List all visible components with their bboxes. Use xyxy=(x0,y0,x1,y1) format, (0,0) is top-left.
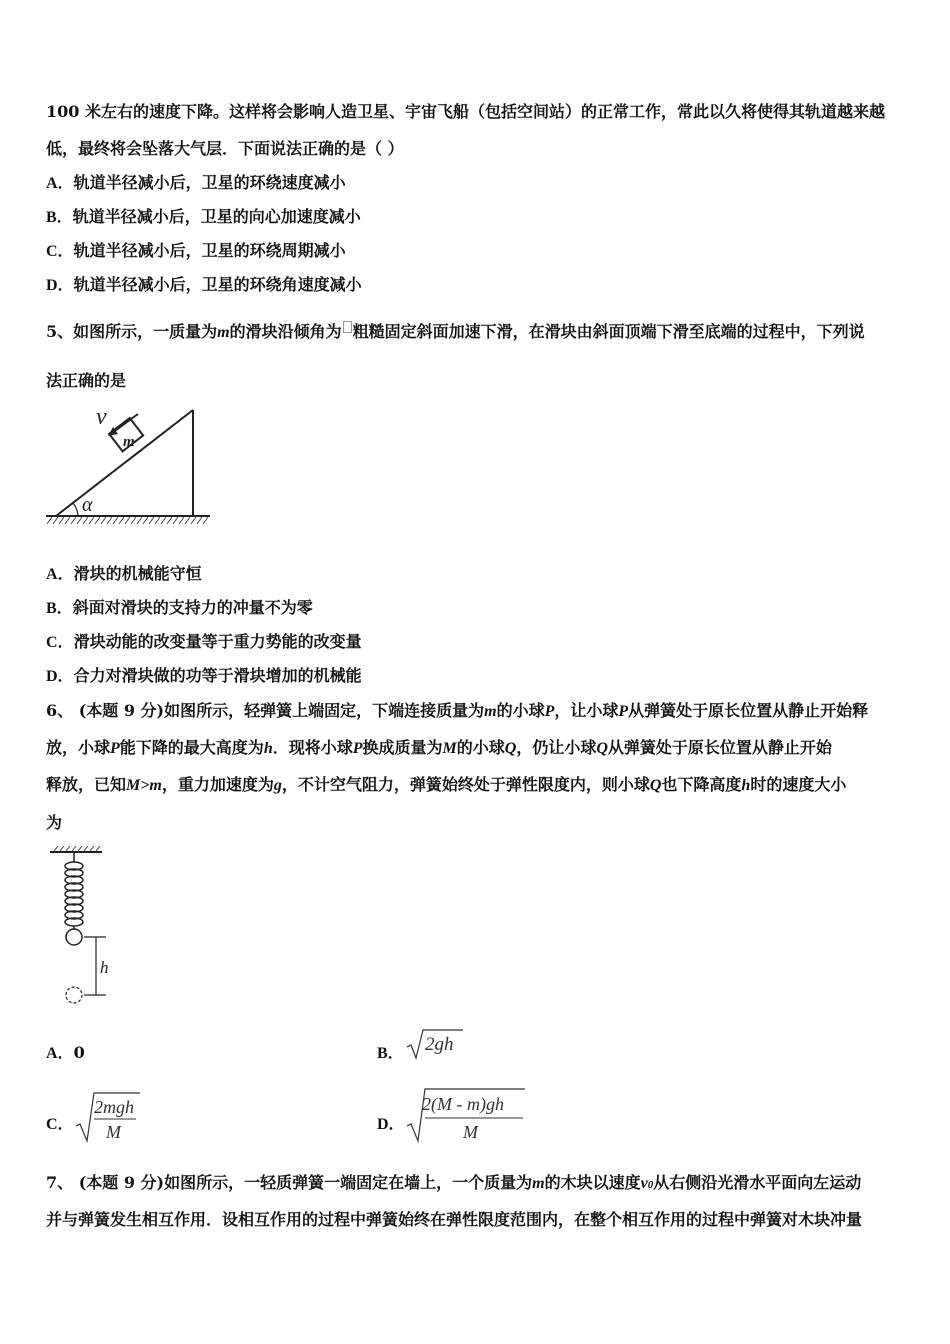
q6-stem-line4: 为 xyxy=(46,813,63,832)
q6-option-a xyxy=(46,1042,85,1065)
text-run: ，重力加速度为 xyxy=(161,775,274,794)
q6-stem-line1 xyxy=(46,700,868,723)
ball-p xyxy=(66,929,82,945)
symbol: P xyxy=(352,740,363,757)
ground-hatch xyxy=(47,517,208,524)
option-label: B． xyxy=(377,1045,404,1062)
block-mass-label: m xyxy=(123,434,135,450)
text-run: 从右侧沿光滑水平面向左运动 xyxy=(653,1173,862,1192)
option-text: 斜面对滑块的支持力的冲量不为零 xyxy=(72,598,313,617)
option-text: 轨道半径减小后，卫星的环绕角速度减小 xyxy=(73,275,362,294)
q7-stem-line2: 并与弹簧发生相互作用．设相互作用的过程中弹簧始终在弹性限度范围内，在整个相互作用的过程中弹簧对木块冲量 xyxy=(46,1210,863,1229)
denominator: M xyxy=(106,1122,121,1142)
q6-option-b xyxy=(377,1042,404,1065)
numerator: 2(M - m)gh xyxy=(422,1094,504,1114)
symbol: h xyxy=(263,740,273,757)
text-run: ，不计空气阻力，弹簧始终处于弹性限度内，则小球 xyxy=(281,775,650,794)
option-label: D． xyxy=(46,277,74,294)
velocity-label: v xyxy=(96,404,107,430)
symbol: M xyxy=(442,740,457,757)
text-run: 从弹簧处于原长位置从静止开始 xyxy=(607,738,832,757)
symbol: M>m xyxy=(126,777,162,794)
q5-mid: 的滑块沿倾角为 xyxy=(229,322,342,341)
q5-mass-symbol: m xyxy=(217,324,230,341)
option-label: C． xyxy=(46,634,74,651)
symbol: m xyxy=(484,703,497,720)
option-label: B． xyxy=(46,600,73,617)
option-value: 0 xyxy=(73,1043,85,1062)
q6-option-c xyxy=(46,1113,74,1136)
missing-symbol-icon xyxy=(343,321,352,333)
option-text: 轨道半径减小后，卫星的环绕速度减小 xyxy=(73,173,346,192)
symbol: P xyxy=(618,703,629,720)
text-run: 也下降高度 xyxy=(661,775,742,794)
symbol: v xyxy=(640,1175,648,1192)
symbol: Q xyxy=(596,740,608,757)
q5-option-c xyxy=(46,631,362,654)
q4-option-d xyxy=(46,274,362,297)
q4-option-c xyxy=(46,240,346,263)
symbol: g xyxy=(273,777,282,794)
text-run: 时的速度大小 xyxy=(750,775,847,794)
sqrt-2mgh-over-M xyxy=(74,1090,144,1144)
radicand: 2gh xyxy=(425,1034,454,1055)
option-label: C． xyxy=(46,1116,74,1133)
option-text: 滑块的机械能守恒 xyxy=(73,564,202,583)
q5-stem-line1 xyxy=(46,321,865,344)
text-run: ，让小球 xyxy=(554,701,619,720)
symbol: Q xyxy=(649,777,662,794)
q4-option-a xyxy=(46,172,346,195)
symbol: Q xyxy=(504,740,517,757)
option-label: B． xyxy=(46,209,73,226)
q5-rest: 粗糙固定斜面加速下滑，在滑块由斜面顶端下滑至底端的过程中，下列说 xyxy=(352,322,865,341)
q7-stem-line1 xyxy=(46,1172,861,1196)
symbol: m xyxy=(532,1175,545,1192)
ceiling-hatch xyxy=(54,846,100,851)
text-run: ，仍让小球 xyxy=(516,738,597,757)
text-run: 6、 (本题 9 分)如图所示，轻弹簧上端固定，下端连接质量为 xyxy=(46,701,485,720)
denominator: M xyxy=(463,1122,478,1142)
text-run: 的木块以速度 xyxy=(544,1173,641,1192)
text-run: 从弹簧处于原长位置从静止开始释 xyxy=(628,701,869,720)
option-label: A． xyxy=(46,1045,74,1062)
option-label: A． xyxy=(46,566,74,583)
text-run: 的小球 xyxy=(456,738,505,757)
q6-stem-line2 xyxy=(46,737,832,760)
option-label: C． xyxy=(46,243,74,260)
q5-option-d xyxy=(46,665,362,688)
text-run: 放，小球 xyxy=(46,738,111,757)
text-run: 释放，已知 xyxy=(46,775,127,794)
q5-option-b xyxy=(46,597,313,620)
option-text: 轨道半径减小后，卫星的环绕周期减小 xyxy=(73,241,346,260)
sqrt-2gh xyxy=(405,1027,465,1061)
q5-stem-line2: 法正确的是 xyxy=(46,371,127,390)
option-label: D． xyxy=(46,668,74,685)
spring-coils xyxy=(65,862,83,926)
symbol: P xyxy=(110,740,120,757)
numerator: 2mgh xyxy=(94,1097,134,1117)
text-run: ．现将小球 xyxy=(272,738,353,757)
option-label: A． xyxy=(46,175,74,192)
q6-option-d xyxy=(377,1113,405,1136)
text-run: 换成质量为 xyxy=(362,738,443,757)
option-label: D． xyxy=(377,1116,405,1133)
option-text: 轨道半径减小后，卫星的向心加速度减小 xyxy=(72,207,361,226)
text-run: 的小球 xyxy=(496,701,545,720)
q6-stem-line3 xyxy=(46,774,846,797)
q4-option-b xyxy=(46,206,361,229)
angle-arc xyxy=(73,503,78,516)
text-run: 7、 (本题 9 分)如图所示，一轻质弹簧一端固定在墙上，一个质量为 xyxy=(46,1173,533,1192)
sqrt-2Mm-gh-over-M xyxy=(405,1086,529,1144)
option-text: 合力对滑块做的功等于滑块增加的机械能 xyxy=(73,666,362,685)
q5-prefix: 5、如图所示，一质量为 xyxy=(46,322,218,341)
angle-label: α xyxy=(82,494,93,516)
option-text: 滑块动能的改变量等于重力势能的改变量 xyxy=(73,632,362,651)
incline-figure xyxy=(42,400,214,530)
height-label: h xyxy=(100,958,109,977)
subscript: 0 xyxy=(647,1179,654,1191)
symbol: P xyxy=(544,703,555,720)
symbol: h xyxy=(741,777,751,794)
text-run: 能下降的最大高度为 xyxy=(119,738,264,757)
q4-line1: 100 米左右的速度下降。这样将会影响人造卫星、宇宙飞船（包括空间站）的正常工作，常此以久将使得其轨道越来越 xyxy=(46,102,885,121)
ball-lowest-position xyxy=(66,987,82,1003)
spring-figure xyxy=(44,846,118,1006)
q4-line2: 低，最终将会坠落大气层．下面说法正确的是（ ） xyxy=(46,139,404,158)
q5-option-a xyxy=(46,563,202,586)
